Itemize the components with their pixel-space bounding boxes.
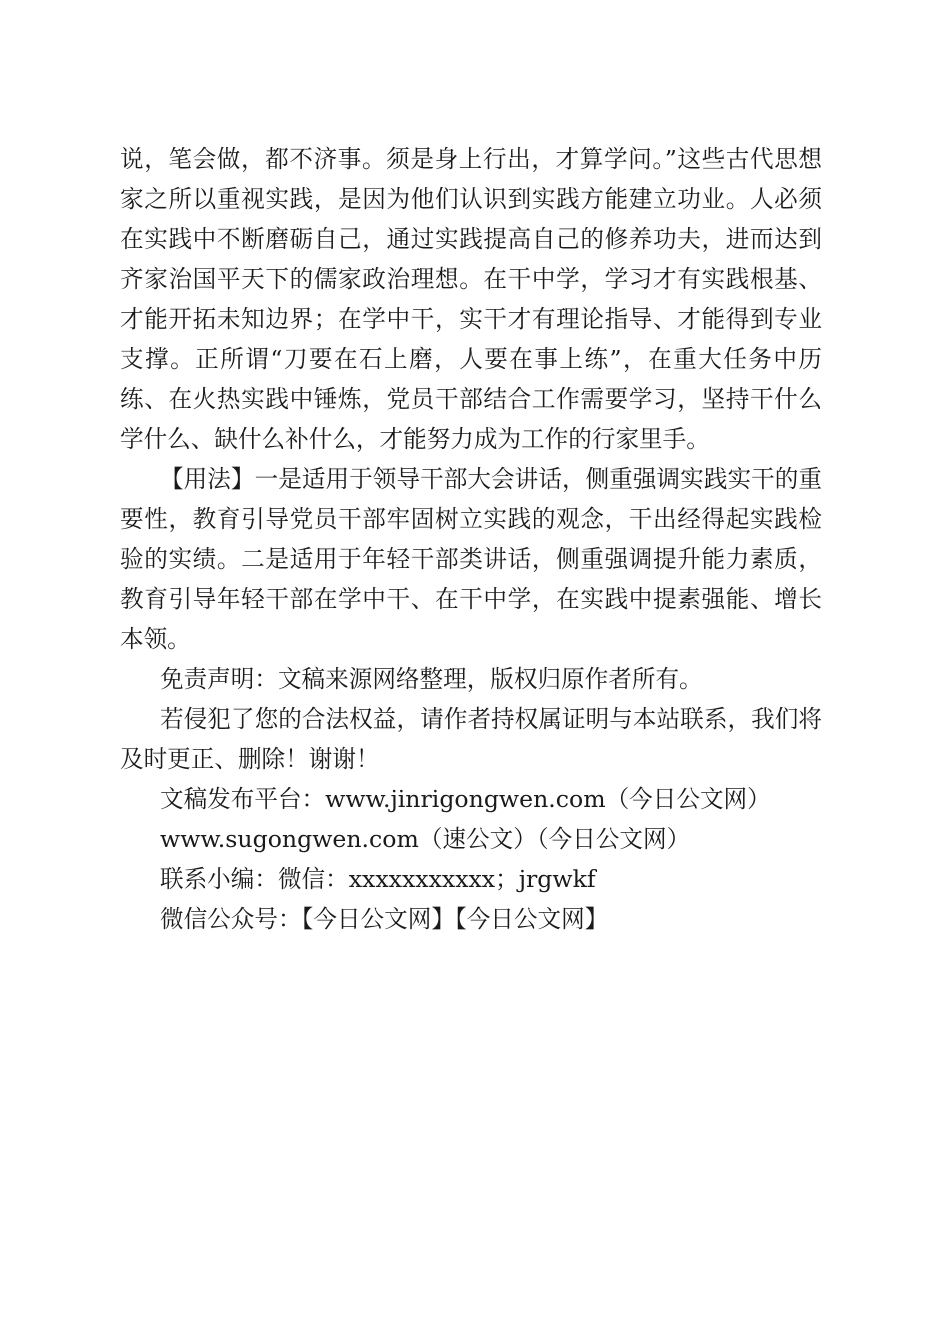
platform-line: 文稿发布平台：www.jinrigongwen.com（今日公文网） bbox=[160, 785, 771, 813]
body-paragraph-continued: 说，笔会做，都不济事。须是身上行出，才算学问。”这些古代思想家之所以重视实践，是因为他们认识到实践方能建立功业。人必须在实践中不断磨砺自己，通过实践提高自己的修养功夫，进而达到齐家治国平天下的儒家政治理想。在干中学，学习才有实践根基、才能开拓未知边界；在学中干，实干才有理论指导、才能得到专业支撑。正所谓“刀要在石上磨，人要在事上练”，在重大任务中历练、在火热实践中锤炼，党员干部结合工作需要学习，坚持干什么学什么、缺什么补什么，才能努力成为工作的行家里手。 bbox=[120, 145, 822, 453]
contact-line: 联系小编：微信：xxxxxxxxxxx；jrgwkf bbox=[160, 865, 596, 893]
infringement-notice: 若侵犯了您的合法权益，请作者持权属证明与本站联系，我们将及时更正、删除！谢谢！ bbox=[120, 705, 822, 773]
disclaimer-text: 免责声明：文稿来源网络整理，版权归原作者所有。 bbox=[160, 665, 703, 693]
site-line: www.sugongwen.com（速公文）（今日公文网） bbox=[160, 825, 691, 853]
usage-paragraph: 【用法】一是适用于领导干部大会讲话，侧重强调实践实干的重要性，教育引导党员干部牢固树立实践的观念，干出经得起实践检验的实绩。二是适用于年轻干部类讲话，侧重强调提升能力素质，教育引导年轻干部在学中干、在干中学，在实践中提素强能、增长本领。 bbox=[120, 465, 822, 653]
wechat-account-line: 微信公众号：【今日公文网】【今日公文网】 bbox=[160, 905, 609, 933]
document-page bbox=[120, 139, 822, 939]
